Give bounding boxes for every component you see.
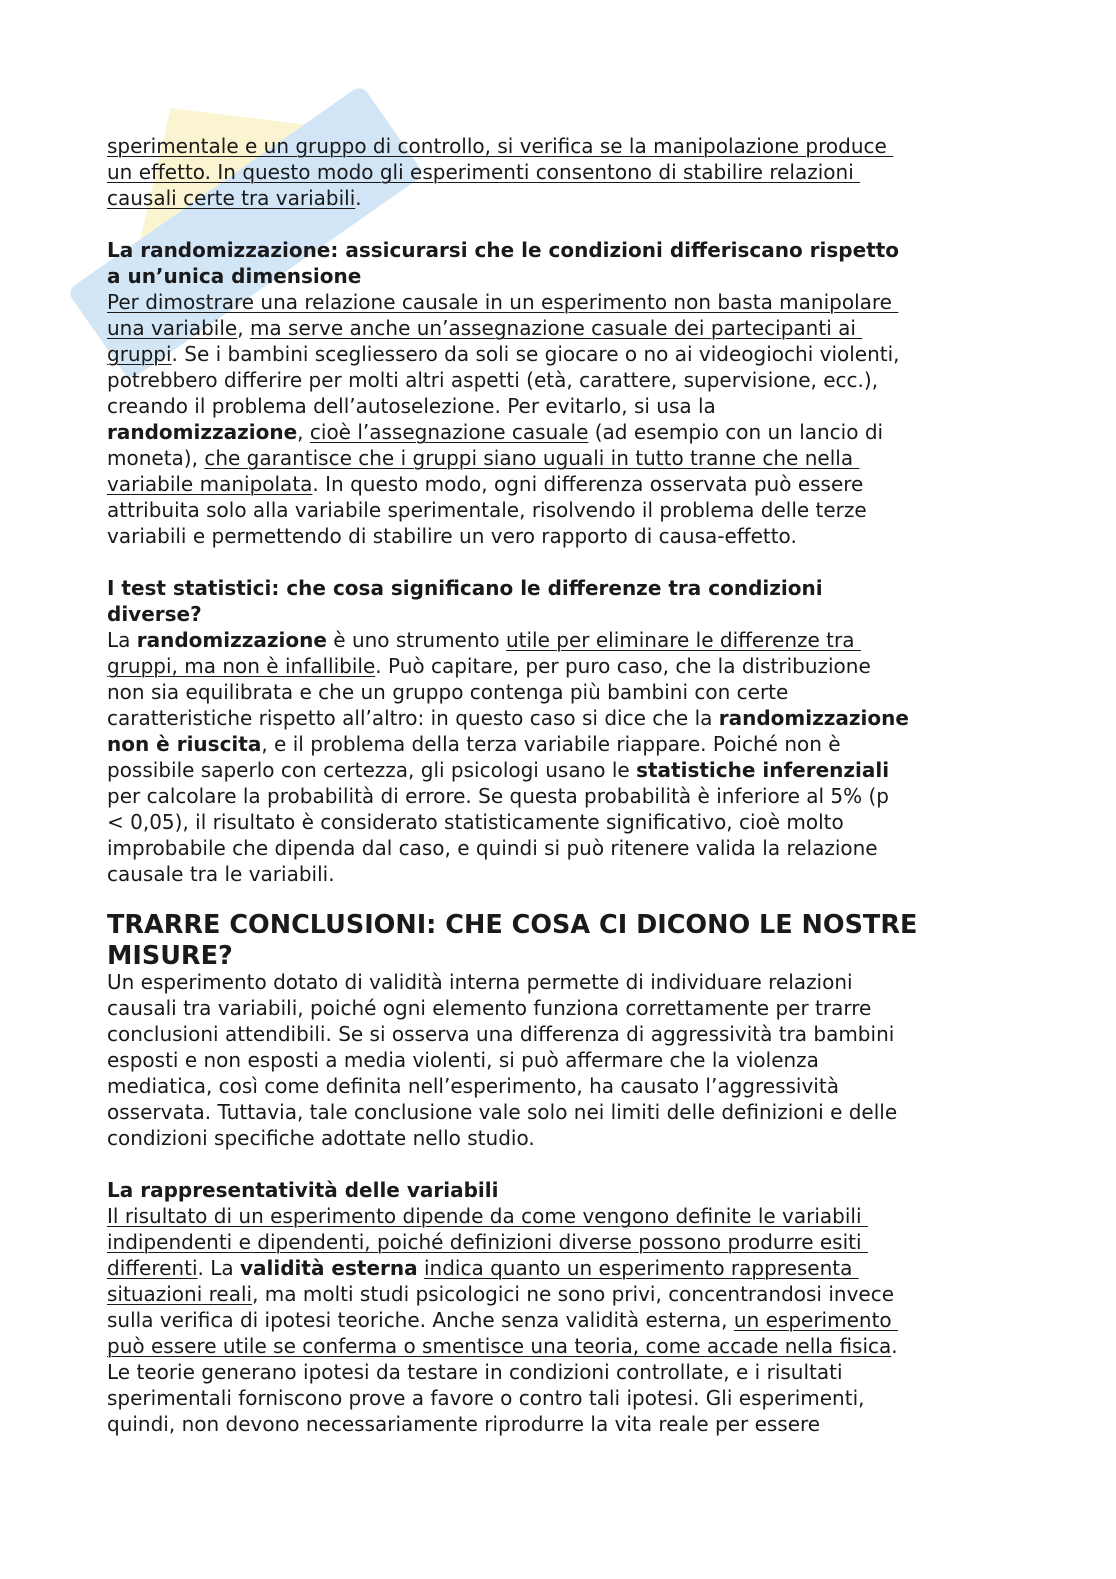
bold-text: randomizzazione (107, 420, 298, 444)
underlined-text: cioè l’assegnazione casuale (309, 420, 589, 444)
text-run: variabili e permettendo di stabilire un vero rapporto di causa-effetto. (107, 524, 797, 548)
paragraph (107, 627, 1067, 887)
text-line (107, 575, 1067, 601)
text-line (107, 1073, 1067, 1099)
text-run: osservata. Tuttavia, tale conclusione vale solo nei limiti delle definizioni e delle (107, 1100, 898, 1124)
text-line (107, 731, 1067, 757)
subsection-heading (107, 237, 1067, 289)
text-run: quindi, non devono necessariamente riprodurre la vita reale per essere (107, 1412, 821, 1436)
blank-line (107, 1151, 1067, 1177)
paragraph (107, 289, 1067, 549)
text-line (107, 1385, 1067, 1411)
text-run: Un esperimento dotato di validità interna permette di individuare relazioni (107, 970, 853, 994)
text-run: improbabile che dipenda dal caso, e quindi si può ritenere valida la relazione (107, 836, 878, 860)
text-line (107, 1203, 1067, 1229)
text-line (107, 809, 1067, 835)
text-line (107, 1307, 1067, 1333)
underlined-text: un esperimento (733, 1308, 899, 1332)
text-run: < 0,05), il risultato è considerato statisticamente significativo, cioè molto (107, 810, 844, 834)
underlined-text: ma serve anche un’assegnazione casuale dei partecipanti ai (249, 316, 863, 340)
text-run: moneta), (107, 446, 205, 470)
text-run: sulla verifica di ipotesi teoriche. Anche senza validità esterna, (107, 1308, 734, 1332)
text-run: potrebbero differire per molti altri aspetti (età, carattere, supervisione, ecc.), (107, 368, 879, 392)
text-line (107, 289, 1067, 315)
text-line (107, 910, 1067, 941)
underlined-text: causali certe tra variabili (107, 186, 356, 210)
text-run: è uno strumento (326, 628, 506, 652)
text-run: non sia equilibrata e che un gruppo contenga più bambini con certe (107, 680, 789, 704)
text-run: caratteristiche rispetto all’altro: in questo caso si dice che la (107, 706, 719, 730)
text-run: mediatica, così come definita nell’esperimento, ha causato l’aggressività (107, 1074, 839, 1098)
underlined-text: indica quanto un esperimento rappresenta (423, 1256, 859, 1280)
blank-line (107, 549, 1067, 575)
underlined-text: sperimentale e un gruppo di controllo, si verifica se la manipolazione produce (107, 134, 894, 158)
text-line (107, 393, 1067, 419)
text-run: La randomizzazione: assicurarsi che le condizioni differiscano rispetto (107, 238, 900, 262)
text-run: . (355, 186, 362, 210)
text-run: . In questo modo, ogni differenza osservata può essere (312, 472, 864, 496)
text-run: (ad esempio con un lancio di (588, 420, 884, 444)
text-line (107, 1359, 1067, 1385)
underlined-text: una variabile (107, 316, 238, 340)
text-line (107, 497, 1067, 523)
text-line (107, 783, 1067, 809)
bold-text: randomizzazione (136, 628, 327, 652)
text-line (107, 705, 1067, 731)
text-line (107, 1125, 1067, 1151)
underlined-text: gruppi (107, 342, 172, 366)
text-run: . (891, 1334, 898, 1358)
text-run: . La (197, 1256, 240, 1280)
section-heading (107, 910, 1067, 972)
underlined-text: utile per eliminare le differenze tra (505, 628, 861, 652)
text-run: causali tra variabili, poiché ogni elemento funziona correttamente per trarre (107, 996, 872, 1020)
text-run: La (107, 628, 137, 652)
underlined-text: Il risultato di un esperimento dipende da come vengono definite le variabili (107, 1204, 868, 1228)
text-run: causale tra le variabili. (107, 862, 335, 886)
underlined-text: differenti (107, 1256, 198, 1280)
text-line (107, 341, 1067, 367)
text-line (107, 419, 1067, 445)
text-run: a un’unica dimensione (107, 264, 362, 288)
underlined-text: un effetto. In questo modo gli esperimenti consentono di stabilire relazioni (107, 160, 861, 184)
text-run: sperimentali forniscono prove a favore o contro tali ipotesi. Gli esperimenti, (107, 1386, 865, 1410)
paragraph (107, 1203, 1067, 1437)
text-line (107, 861, 1067, 887)
bold-text: randomizzazione (718, 706, 909, 730)
text-line (107, 315, 1067, 341)
text-line (107, 1047, 1067, 1073)
underlined-text: che garantisce che i gruppi siano uguali in tutto tranne che nella (204, 446, 860, 470)
text-run: creando il problema dell’autoselezione. Per evitarlo, si usa la (107, 394, 716, 418)
text-run: , (237, 316, 250, 340)
document-page (107, 133, 1067, 1437)
bold-text: non è riuscita (107, 732, 262, 756)
text-line (107, 1021, 1067, 1047)
text-line (107, 835, 1067, 861)
text-run: , e il problema della terza variabile riappare. Poiché non è (261, 732, 841, 756)
text-line (107, 185, 1067, 211)
underlined-text: variabile manipolata (107, 472, 313, 496)
subsection-heading (107, 575, 1067, 627)
text-line (107, 1281, 1067, 1307)
text-run: . Se i bambini scegliessero da soli se giocare o no ai videogiochi violenti, (171, 342, 900, 366)
text-run: attribuita solo alla variabile sperimentale, risolvendo il problema delle terze (107, 498, 867, 522)
underlined-text: situazioni reali (107, 1282, 253, 1306)
text-line (107, 995, 1067, 1021)
text-line (107, 1099, 1067, 1125)
paragraph (107, 133, 1067, 211)
text-line (107, 757, 1067, 783)
bold-text: statistiche inferenziali (636, 758, 890, 782)
text-run: Le teorie generano ipotesi da testare in condizioni controllate, e i risultati (107, 1360, 843, 1384)
text-run: La rappresentatività delle variabili (107, 1178, 499, 1202)
underlined-text: gruppi, ma non è infallibile (107, 654, 376, 678)
text-line (107, 133, 1067, 159)
text-line (107, 1255, 1067, 1281)
text-run: I test statistici: che cosa significano le differenze tra condizioni (107, 576, 823, 600)
text-line (107, 1229, 1067, 1255)
text-run: . Può capitare, per puro caso, che la distribuzione (375, 654, 871, 678)
text-line (107, 1177, 1067, 1203)
text-line (107, 941, 1067, 972)
text-line (107, 367, 1067, 393)
text-run: TRARRE CONCLUSIONI: CHE COSA CI DICONO LE NOSTRE (107, 910, 918, 940)
text-line (107, 523, 1067, 549)
text-run: , (297, 420, 310, 444)
text-run: MISURE? (107, 941, 233, 971)
text-run: per calcolare la probabilità di errore. Se questa probabilità è inferiore al 5% (p (107, 784, 889, 808)
paragraph (107, 969, 1067, 1151)
text-line (107, 445, 1067, 471)
text-line (107, 471, 1067, 497)
subsection-heading (107, 1177, 1067, 1203)
text-run: , ma molti studi psicologici ne sono privi, concentrandosi invece (252, 1282, 895, 1306)
text-line (107, 263, 1067, 289)
bold-text: validità esterna (239, 1256, 418, 1280)
text-run: diverse? (107, 602, 202, 626)
text-line (107, 627, 1067, 653)
underlined-text: Per dimostrare una relazione causale in un esperimento non basta manipolare (107, 290, 899, 314)
text-line (107, 969, 1067, 995)
text-line (107, 653, 1067, 679)
underlined-text: può essere utile se conferma o smentisce una teoria, come accade nella fisica (107, 1334, 892, 1358)
text-line (107, 159, 1067, 185)
text-line (107, 1411, 1067, 1437)
text-line (107, 601, 1067, 627)
underlined-text: indipendenti e dipendenti, poiché definizioni diverse possono produrre esiti (107, 1230, 868, 1254)
blank-line (107, 211, 1067, 237)
text-run: condizioni specifiche adottate nello studio. (107, 1126, 535, 1150)
text-line (107, 1333, 1067, 1359)
text-run: possibile saperlo con certezza, gli psicologi usano le (107, 758, 637, 782)
text-line (107, 679, 1067, 705)
text-run: esposti e non esposti a media violenti, si può affermare che la violenza (107, 1048, 819, 1072)
text-line (107, 237, 1067, 263)
text-run: conclusioni attendibili. Se si osserva una differenza di aggressività tra bambini (107, 1022, 895, 1046)
